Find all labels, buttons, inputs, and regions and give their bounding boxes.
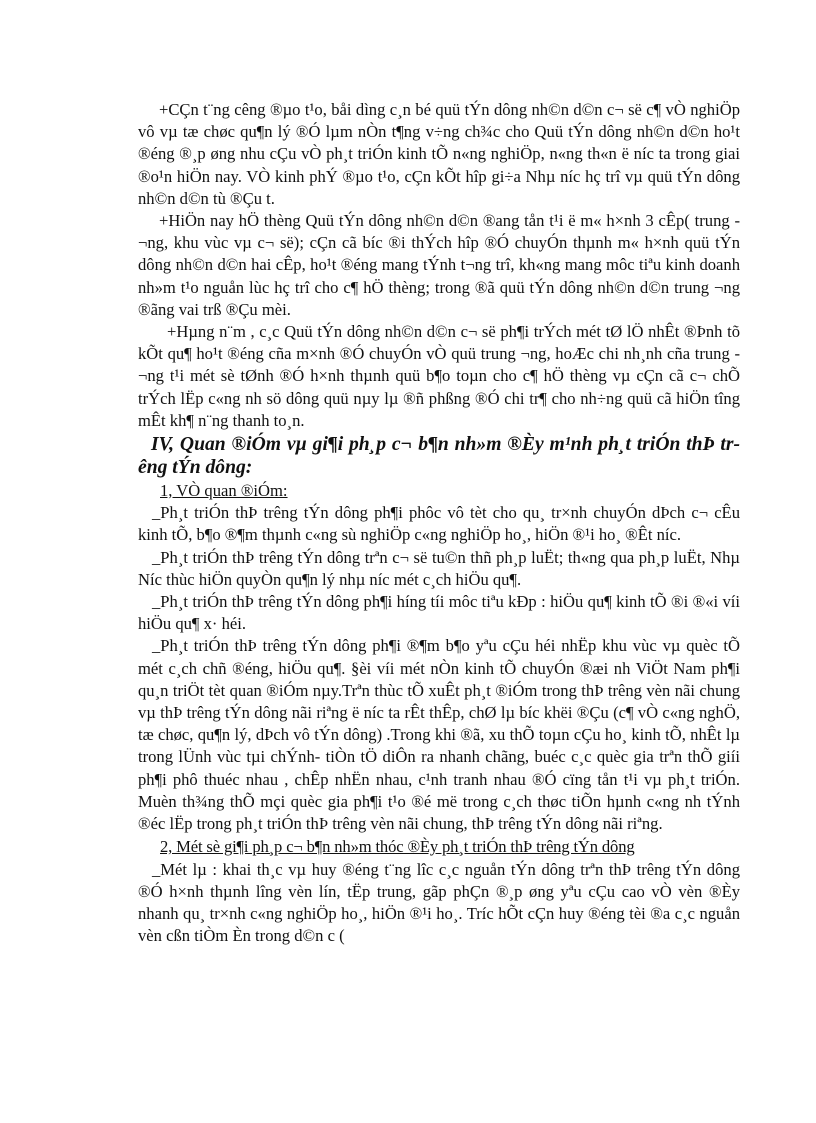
subsection-title-text: 2, Mét sè gi¶i ph¸p c¬ b¶n nh»m thóc ®Èy ph¸t triÓn thÞ trêng tÝn dông: [160, 837, 635, 857]
document-body: [138, 99, 740, 947]
body-paragraph: _Ph¸t triÓn thÞ trêng tÝn dông trªn c¬ së tu©n thñ ph¸p luËt; th«ng qua ph¸p luËt, Nhµ Níc thùc hiÖn quyÒn qu¶n lý nhµ níc mét c¸ch hiÖu qu¶.: [138, 547, 740, 589]
subsection-title: [138, 836, 740, 858]
body-paragraph: _Ph¸t triÓn thÞ trêng tÝn dông ph¶i híng tíi môc tiªu kÐp : hiÖu qu¶ kinh tÕ ®i ®«i víi hiÖu qu¶ x· héi.: [138, 592, 740, 634]
subsection-title: [138, 480, 740, 502]
body-paragraph: +CÇn t¨ng cêng ®µo t¹o, båi dìng c¸n bé quü tÝn dông nh©n d©n c¬ së c¶ vÒ nghiÖp vô vµ tæ chøc qu¶n lý ®Ó lµm nÒn t¶ng v÷ng ch¾c cho Quü tÝn dông nh©n d©n ho¹t ®éng ®¸p øng nhu cÇu vÒ ph¸t triÓn kinh tÕ n«ng nghiÖp, n«ng th«n ë níc ta trong giai ®o¹n hiÖn nay. VÒ kinh phÝ ®µo t¹o, cÇn kÕt hîp gi÷a Nhµ níc hç trî vµ quü tÝn dông nh©n d©n tù ®Çu t.: [138, 100, 740, 208]
body-paragraph: _Ph¸t triÓn thÞ trêng tÝn dông ph¶i ®¶m b¶o yªu cÇu héi nhËp khu vùc vµ quèc tÕ mét c¸ch chñ ®éng, hiÖu qu¶. §èi víi mét nÒn kinh tÕ chuyÓn ®æi nh ViÖt Nam ph¶i qu¸n triÖt tèt quan ®iÓm nµy.Trªn thùc tÕ xuÊt ph¸t ®iÓm trong thÞ trêng vèn nãi chung vµ thÞ trêng tÝn dông nãi riªng ë níc ta rÊt thÊp, chØ lµ bíc khëi ®Çu (c¶ vÒ c«ng nghÖ, tæ chøc, qu¶n lý, dÞch vô tÝn dông) .Trong khi ®ã, xu thÕ toµn cÇu ho¸ kinh tÕ, nhÊt lµ trong lÜnh vùc tµi chÝnh- tiÒn tÖ diÔn ra nhanh chãng, buéc c¸c quèc gia trªn thÕ giíi ph¶i phô thuéc nhau , chÊp nhËn nhau, c¹nh tranh nhau ®Ó cïng tån t¹i vµ ph¸t triÓn. Muèn th¾ng thÕ mçi quèc gia ph¶i t¹o ®é më trong c¸ch thøc tiÕn hµnh c«ng nh tÝnh ®éc lËp trong ph¸t triÓn thÞ trêng vèn nãi chung, thÞ trêng tÝn dông nãi riªng.: [138, 636, 740, 834]
body-paragraph: +Hµng n¨m , c¸c Quü tÝn dông nh©n d©n c¬ së ph¶i trÝch mét tØ lÖ nhÊt ®Þnh tõ kÕt qu¶ ho¹t ®éng cña m×nh ®Ó chuyÓn vÒ quü trung ¬ng, hoÆc chi nh¸nh cña trung ¬ng t¹i mét sè tØnh ®Ó h×nh thµnh quü b¶o toµn cho c¶ hÖ thèng vµ cÇn cã c¬ chÕ trÝch lËp c«ng nh sö dông quü nµy lµ ®ñ phßng ®Ó chi tr¶ cho nh÷ng quü cã hiÖn tîng mÊt kh¶ n¨ng thanh to¸n.: [138, 322, 740, 430]
subsection-title-text: 1, VÒ quan ®iÓm:: [160, 481, 288, 501]
body-paragraph: _Ph¸t triÓn thÞ trêng tÝn dông ph¶i phôc vô tèt cho qu¸ tr×nh chuyÓn dÞch c¬ cÊu kinh tÕ, b¶o ®¶m thµnh c«ng sù nghiÖp c«ng nghiÖp ho¸, hiÖn ®¹i ho¸ ®Êt níc.: [138, 503, 740, 545]
section-heading: IV, Quan ®iÓm vµ gi¶i ph¸p c¬ b¶n nh»m ®Èy m¹nh ph¸t triÓn thÞ trêng tÝn dông:: [138, 434, 740, 479]
body-paragraph: +HiÖn nay hÖ thèng Quü tÝn dông nh©n d©n ®ang tån t¹i ë m« h×nh 3 cÊp( trung ¬ng, khu vùc vµ c¬ së); cÇn cã bíc ®i thÝch hîp ®Ó chuyÓn thµnh m« h×nh quü tÝn dông nh©n d©n hai cÊp, ho¹t ®éng mang tÝnh t¬ng trî, kh«ng mang môc tiªu kinh doanh nh»m t¹o nguån lùc hç trî cho c¶ hÖ thèng; trong ®ã quü tÝn dông nh©n d©n trung ¬ng ®ãng vai trß ®Çu mèi.: [138, 211, 740, 319]
body-paragraph: _Mét lµ : khai th¸c vµ huy ®éng t¨ng lîc c¸c nguån tÝn dông trªn thÞ trêng tÝn dông ®Ó h×nh thµnh lîng vèn lín, tËp trung, gãp phÇn ®¸p øng yªu cÇu cao vÒ vèn ®Èy nhanh qu¸ tr×nh c«ng nghiÖp ho¸, hiÖn ®¹i ho¸. Tríc hÕt cÇn huy ®éng tèi ®a c¸c nguån vèn cßn tiÒm Èn trong d©n c (: [138, 859, 740, 946]
